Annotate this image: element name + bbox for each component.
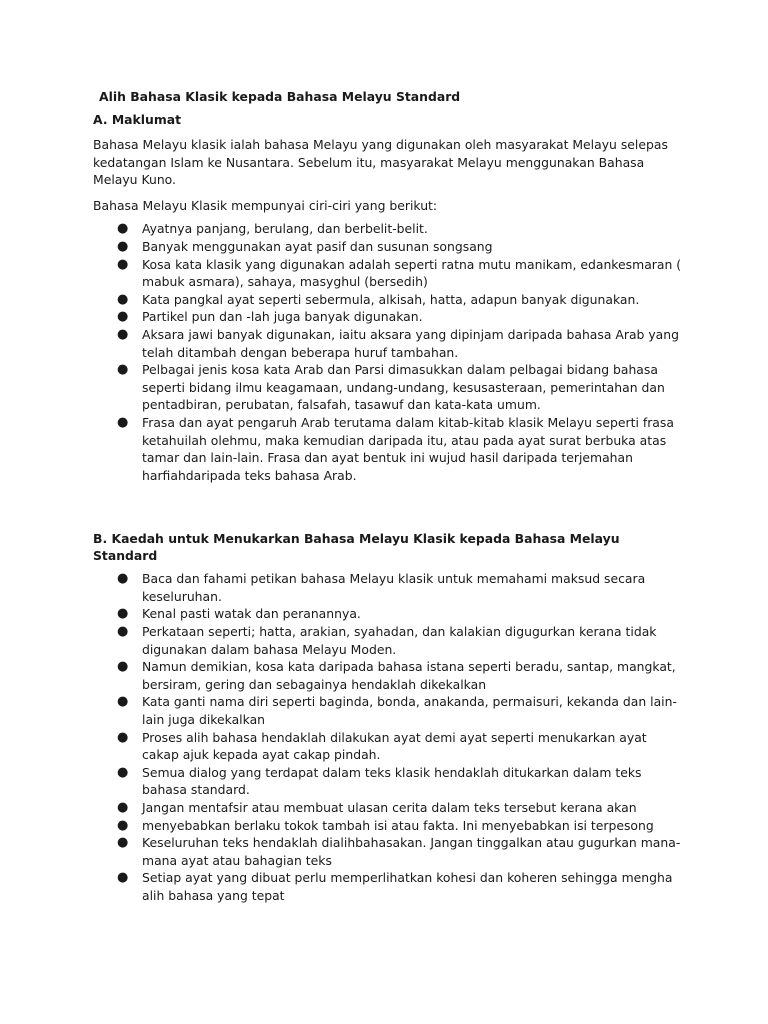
bullet-icon: ●	[117, 817, 129, 833]
bullet-icon: ●	[117, 624, 129, 640]
list-item: ● Baca dan fahami petikan bahasa Melayu klasik untuk memahami maksud secara keseluruhan.	[117, 571, 646, 604]
list-item: ● Frasa dan ayat pengaruh Arab terutama dalam kitab-kitab klasik Melayu seperti frasa ketahuilah olehmu, maka kemudian daripada itu, atau pada ayat surat berbuka atas tamar dan lain-lain. Frasa dan ayat bentuk ini wujud hasil daripada terjemahan harfiahdaripada teks bahasa Arab.	[117, 414, 674, 483]
list-item: ● Kata pangkal ayat seperti sebermula, alkisah, hatta, adapun banyak digunakan.	[117, 291, 640, 307]
bullet-icon: ●	[117, 238, 129, 254]
list-item: ● Setiap ayat yang dibuat perlu memperlihatkan kohesi dan koheren sehingga mengha alih bahasa yang tepat	[117, 870, 673, 903]
document-page	[93, 88, 683, 905]
list-item: ● Keseluruhan teks hendaklah dialihbahasakan. Jangan tinggalkan atau gugurkan mana-mana ayat atau bahagian teks	[117, 835, 681, 868]
bullet-icon: ●	[117, 694, 129, 710]
list-item: ● Kenal pasti watak dan peranannya.	[117, 606, 361, 622]
document-title: Alih Bahasa Klasik kepada Bahasa Melayu Standard	[99, 89, 461, 104]
bullet-icon: ●	[117, 362, 129, 378]
bullet-icon: ●	[117, 256, 129, 272]
bullet-icon: ●	[117, 729, 129, 745]
section-b-heading: B. Kaedah untuk Menukarkan Bahasa Melayu Klasik kepada Bahasa Melayu Standard	[93, 531, 620, 564]
list-item: ● Jangan mentafsir atau membuat ulasan cerita dalam teks tersebut kerana akan	[117, 800, 637, 815]
bullet-icon: ●	[117, 291, 129, 307]
list-item: ● Banyak menggunakan ayat pasif dan susunan songsang	[117, 238, 493, 254]
bullet-icon: ●	[117, 870, 129, 886]
list-item: ● Kosa kata klasik yang digunakan adalah seperti ratna mutu manikam, edankesmaran ( mabuk asmara), sahaya, masyghul (bersedih)	[117, 256, 682, 290]
list-item: ● Perkataan seperti; hatta, arakian, syahadan, dan kalakian digugurkan kerana tidak digunakan dalam bahasa Melayu Moden.	[117, 624, 657, 657]
bullet-icon: ●	[117, 309, 129, 325]
bullet-icon: ●	[117, 764, 129, 780]
list-item: ● Ayatnya panjang, berulang, dan berbelit-belit.	[117, 221, 428, 237]
bullet-icon: ●	[117, 571, 129, 587]
bullet-icon: ●	[117, 326, 129, 342]
list-item: ● Kata ganti nama diri seperti baginda, bonda, anakanda, permaisuri, kekanda dan lain-lain juga dikekalkan	[117, 694, 677, 728]
section-a-list	[93, 220, 683, 484]
list-item: ● Aksara jawi banyak digunakan, iaitu aksara yang dipinjam daripada bahasa Arab yang telah ditambah dengan beberapa huruf tambahan.	[117, 326, 679, 360]
bullet-icon: ●	[117, 659, 129, 675]
section-b-list	[93, 570, 683, 904]
list-item: ● Partikel pun dan -lah juga banyak digunakan.	[117, 309, 423, 325]
section-a-intro: Bahasa Melayu Klasik mempunyai ciri-ciri yang berikut:	[93, 197, 438, 213]
bullet-icon: ●	[117, 414, 129, 430]
list-item: ● Semua dialog yang terdapat dalam teks klasik hendaklah ditukarkan dalam teks bahasa standard.	[117, 764, 642, 798]
bullet-icon: ●	[117, 606, 129, 622]
list-item: ● Proses alih bahasa hendaklah dilakukan ayat demi ayat seperti menukarkan ayat cakap ajuk kepada ayat cakap pindah.	[117, 729, 647, 763]
bullet-icon: ●	[117, 221, 129, 237]
list-item: ● menyebabkan berlaku tokok tambah isi atau fakta. Ini menyebabkan isi terpesong	[117, 817, 654, 833]
bullet-icon: ●	[117, 800, 129, 815]
list-item: ● Pelbagai jenis kosa kata Arab dan Parsi dimasukkan dalam pelbagai bidang bahasa seperti bidang ilmu keagamaan, undang-undang, kesusasteraan, pemerintahan dan pentadbiran, perubatan, falsafah, tasawuf dan kata-kata umum.	[117, 362, 665, 413]
bullet-icon: ●	[117, 835, 129, 851]
list-item: ● Namun demikian, kosa kata daripada bahasa istana seperti beradu, santap, mangkat, bersiram, gering dan sebagainya hendaklah dikekalkan	[117, 659, 676, 692]
section-a-paragraph: Bahasa Melayu klasik ialah bahasa Melayu yang digunakan oleh masyarakat Melayu selepas kedatangan Islam ke Nusantara. Sebelum itu, masyarakat Melayu menggunakan Bahasa Melayu Kuno.	[93, 137, 668, 188]
section-a-heading: A. Maklumat	[93, 112, 182, 127]
section-spacer	[93, 484, 683, 524]
